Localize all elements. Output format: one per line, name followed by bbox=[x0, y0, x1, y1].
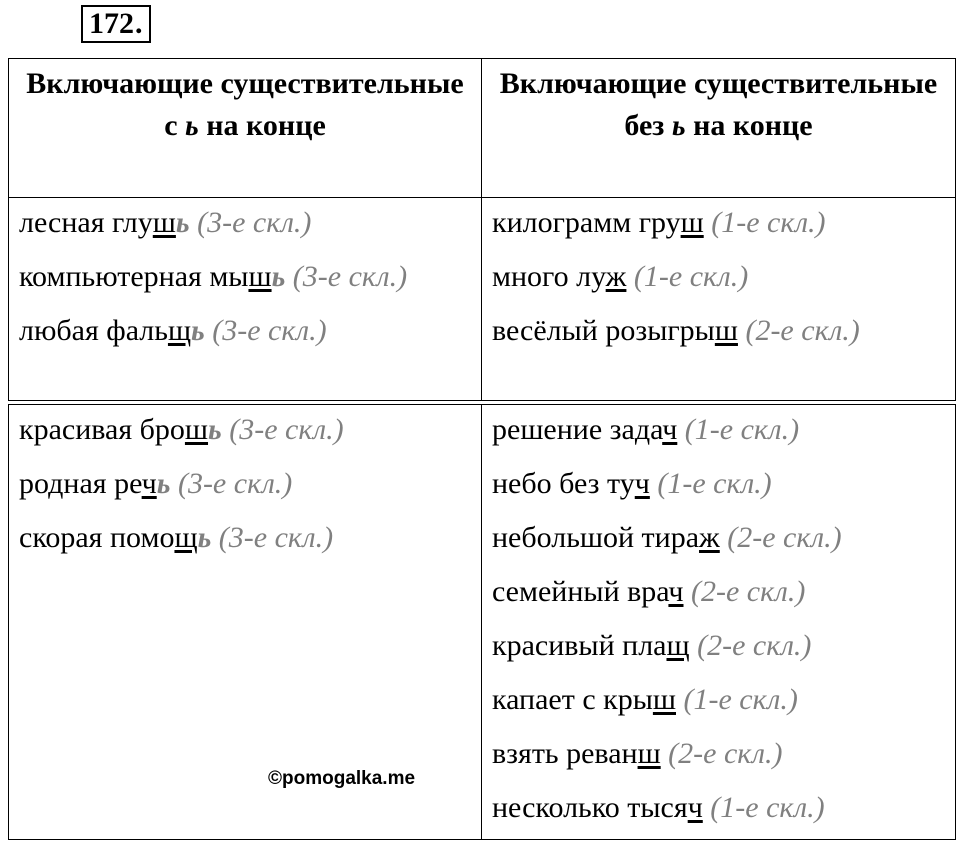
word-text: красивая бро bbox=[19, 413, 185, 446]
bottom-table bbox=[8, 404, 956, 840]
underlined-letter: ш bbox=[680, 206, 704, 239]
word-entry bbox=[492, 254, 945, 300]
watermark: ©pomogalka.me bbox=[268, 768, 416, 789]
soft-sign: ь bbox=[156, 467, 171, 500]
word-text: небольшой тира bbox=[492, 521, 700, 554]
declension-note: (2-е скл.) bbox=[691, 575, 806, 608]
word-entry bbox=[492, 623, 945, 669]
word-text: родная ре bbox=[19, 467, 142, 500]
declension-note: (1-е скл.) bbox=[711, 206, 826, 239]
word-entry bbox=[492, 569, 945, 615]
declension-note: (2-е скл.) bbox=[745, 314, 860, 347]
underlined-letter: ч bbox=[687, 791, 703, 824]
exercise-number bbox=[81, 5, 151, 43]
soft-sign: ь bbox=[271, 260, 286, 293]
word-entry bbox=[19, 200, 471, 246]
word-entry bbox=[492, 200, 945, 246]
soft-sign-glyph: ь bbox=[185, 109, 199, 142]
word-entry bbox=[19, 254, 471, 300]
declension-note: (2-е скл.) bbox=[727, 521, 842, 554]
underlined-letter: ш bbox=[652, 683, 676, 716]
word-entry bbox=[19, 308, 471, 354]
underlined-letter: ж bbox=[605, 260, 627, 293]
declension-note: (2-е скл.) bbox=[697, 629, 812, 662]
declension-note: (3-е скл.) bbox=[197, 206, 312, 239]
word-entry bbox=[19, 515, 471, 561]
word-text: лесная глу bbox=[19, 206, 153, 239]
bottom-entries-row bbox=[9, 405, 956, 840]
underlined-letter: ч bbox=[662, 413, 678, 446]
word-text: много лу bbox=[492, 260, 606, 293]
underlined-letter: щ bbox=[666, 629, 690, 662]
word-entry bbox=[492, 515, 945, 561]
word-text: взять реван bbox=[492, 737, 638, 770]
word-text: решение зада bbox=[492, 413, 663, 446]
underlined-letter: ш bbox=[637, 737, 661, 770]
underlined-letter: ч bbox=[634, 467, 650, 500]
underlined-letter: ш bbox=[152, 206, 176, 239]
word-text: небо без ту bbox=[492, 467, 635, 500]
declension-note: (3-е скл.) bbox=[177, 467, 293, 500]
underlined-letter: щ bbox=[174, 521, 198, 554]
word-entry bbox=[492, 308, 945, 354]
word-entry bbox=[492, 677, 945, 723]
declension-note: (1-е скл.) bbox=[657, 467, 772, 500]
soft-sign: ь bbox=[191, 314, 205, 347]
exercise-number-dot: . bbox=[135, 7, 143, 40]
underlined-letter: ч bbox=[141, 467, 157, 500]
word-text: красивый пла bbox=[492, 629, 667, 662]
word-text: любая фаль bbox=[19, 314, 168, 347]
word-text: скорая помо bbox=[19, 521, 175, 554]
word-text: килограмм гру bbox=[492, 206, 681, 239]
underlined-letter: ш bbox=[184, 413, 209, 446]
word-entry bbox=[492, 461, 945, 507]
bottom-right-cell bbox=[482, 405, 956, 840]
declension-note: (3-е скл.) bbox=[212, 314, 327, 347]
declension-note: (2-е скл.) bbox=[668, 737, 783, 770]
top-right-cell bbox=[482, 198, 956, 401]
word-entry bbox=[19, 407, 471, 453]
soft-sign: ь bbox=[175, 206, 190, 239]
underlined-letter: ч bbox=[668, 575, 684, 608]
declension-note: (1-е скл.) bbox=[710, 791, 825, 824]
underlined-letter: ш bbox=[248, 260, 272, 293]
header-right: Включающие существительные без ь на конце bbox=[482, 59, 956, 198]
underlined-letter: ш bbox=[714, 314, 738, 347]
word-text: несколько тыся bbox=[492, 791, 688, 824]
declension-note: (3-е скл.) bbox=[218, 521, 334, 554]
header-row bbox=[9, 59, 956, 198]
soft-sign: ь bbox=[197, 521, 212, 554]
declension-note: (1-е скл.) bbox=[633, 260, 749, 293]
top-left-cell bbox=[9, 198, 482, 401]
declension-note: (3-е скл.) bbox=[229, 413, 344, 446]
declension-note: (3-е скл.) bbox=[292, 260, 408, 293]
top-table bbox=[8, 58, 956, 401]
declension-note: (1-е скл.) bbox=[683, 683, 798, 716]
header-left: Включающие существительные с ь на конце bbox=[9, 59, 482, 198]
word-entry bbox=[19, 461, 471, 507]
word-entry bbox=[492, 785, 945, 831]
top-entries-row bbox=[9, 198, 956, 401]
soft-sign-glyph: ь bbox=[671, 109, 686, 142]
declension-note: (1-е скл.) bbox=[684, 413, 800, 446]
word-text: капает с кры bbox=[492, 683, 653, 716]
underlined-letter: щ bbox=[167, 314, 192, 347]
word-text: весёлый розыгры bbox=[492, 314, 715, 347]
word-text: семейный вра bbox=[492, 575, 669, 608]
exercise-number-text: 172 bbox=[89, 7, 134, 40]
word-entry bbox=[492, 731, 945, 777]
soft-sign: ь bbox=[208, 413, 222, 446]
word-text: компьютерная мы bbox=[19, 260, 249, 293]
underlined-letter: ж bbox=[699, 521, 720, 554]
word-entry bbox=[492, 407, 945, 453]
